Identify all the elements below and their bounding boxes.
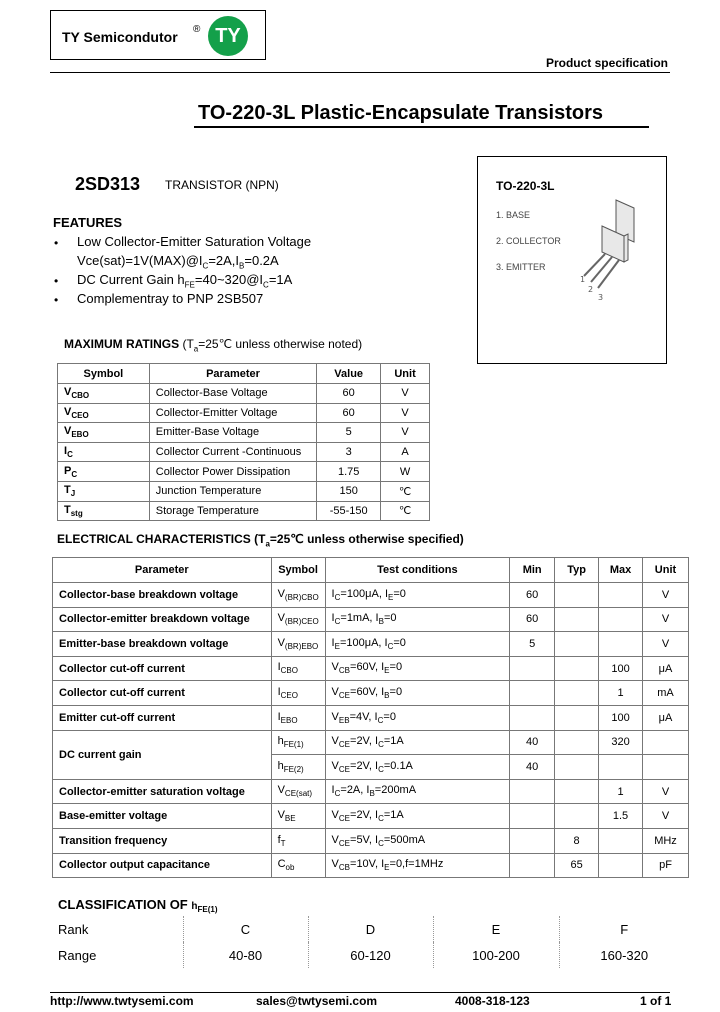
- condition-cell: $V_{CB}=10V$, $I_E=0,f=1MHz$: [325, 853, 510, 878]
- typ-cell: [555, 755, 599, 780]
- bullet-icon: •: [54, 236, 59, 250]
- typ-cell: [555, 681, 599, 706]
- svg-text:1: 1: [580, 275, 586, 284]
- package-title: TO-220-3L: [496, 179, 555, 193]
- max-ratings-table: [57, 363, 430, 521]
- condition-cell: $V_{EB}=4V$, $I_C=0$: [325, 705, 510, 730]
- min-cell: [510, 779, 555, 804]
- condition-cell: $I_E=100\mu A$, $I_C=0$: [325, 632, 510, 657]
- rank-cell: E: [433, 916, 559, 942]
- parameter-cell: Collector cut-off current: [53, 681, 272, 706]
- symbol-cell: $P_C$: [58, 462, 150, 482]
- symbol-cell: $V_{EBO}$: [58, 423, 150, 443]
- typ-cell: [555, 804, 599, 829]
- symbol-cell: $T_J$: [58, 481, 150, 501]
- symbol-cell: $C_{ob}$: [271, 853, 325, 878]
- unit-cell: V: [643, 779, 689, 804]
- parameter-cell: Collector-base breakdown voltage: [53, 583, 272, 608]
- parameter-cell: Junction Temperature: [149, 481, 317, 501]
- unit-cell: V: [643, 607, 689, 632]
- table-row: [53, 779, 689, 804]
- range-cell: 100-200: [433, 942, 559, 968]
- ty-logo-icon: TY: [208, 16, 248, 56]
- feature-item: $Vce(sat)=1V(MAX)@I_C=2A,I_B=0.2A$: [77, 253, 279, 271]
- range-cell: 60-120: [308, 942, 433, 968]
- col-header: Test conditions: [325, 558, 510, 583]
- max-cell: [599, 755, 643, 780]
- unit-cell: ℃: [381, 481, 430, 501]
- parameter-cell: Storage Temperature: [149, 501, 317, 521]
- col-header: Unit: [381, 364, 430, 384]
- table-row: [52, 916, 689, 942]
- parameter-cell: Collector output capacitance: [53, 853, 272, 878]
- parameter-cell: Emitter-Base Voltage: [149, 423, 317, 443]
- parameter-cell: Emitter-base breakdown voltage: [53, 632, 272, 657]
- rank-cell: D: [308, 916, 433, 942]
- parameter-cell: DC current gain: [53, 730, 272, 779]
- company-name: TY Semicondutor: [62, 29, 178, 45]
- max-ratings-condition: ($T_a=25℃$ unless otherwise noted): [182, 337, 363, 354]
- max-cell: 1: [599, 681, 643, 706]
- parameter-cell: Collector Current -Continuous: [149, 442, 317, 462]
- unit-cell: [643, 730, 689, 755]
- parameter-cell: Collector-Emitter Voltage: [149, 403, 317, 423]
- unit-cell: μA: [643, 705, 689, 730]
- bullet-icon: •: [54, 274, 59, 288]
- unit-cell: pF: [643, 853, 689, 878]
- table-row: [58, 501, 430, 521]
- max-cell: 100: [599, 656, 643, 681]
- symbol-cell: $V_{CE(sat)}$: [271, 779, 325, 804]
- table-row: [53, 853, 689, 878]
- feature-item: Low Collector-Emitter Saturation Voltage: [77, 234, 312, 249]
- min-cell: 5: [510, 632, 555, 657]
- rank-cell: F: [559, 916, 689, 942]
- unit-cell: V: [643, 583, 689, 608]
- condition-cell: $V_{CE}=60V$, $I_B=0$: [325, 681, 510, 706]
- min-cell: 60: [510, 583, 555, 608]
- typ-cell: 65: [555, 853, 599, 878]
- to220-package-drawing: [572, 196, 642, 306]
- min-cell: [510, 656, 555, 681]
- parameter-cell: Collector-emitter breakdown voltage: [53, 607, 272, 632]
- table-row: [58, 423, 430, 443]
- condition-cell: $V_{CE}=2V$, $I_C=0.1A$: [325, 755, 510, 780]
- symbol-cell: $I_{CBO}$: [271, 656, 325, 681]
- table-row: [53, 705, 689, 730]
- value-cell: 60: [317, 384, 381, 404]
- value-cell: 60: [317, 403, 381, 423]
- parameter-cell: Emitter cut-off current: [53, 705, 272, 730]
- col-header: Parameter: [53, 558, 272, 583]
- unit-cell: V: [381, 403, 430, 423]
- min-cell: [510, 681, 555, 706]
- pin-2-label: 2. COLLECTOR: [496, 236, 561, 246]
- max-ratings-title: MAXIMUM RATINGS: [64, 337, 180, 351]
- condition-cell: $I_C=2A$, $I_B=200mA$: [325, 779, 510, 804]
- min-cell: [510, 804, 555, 829]
- table-row: [53, 583, 689, 608]
- col-header: Symbol: [271, 558, 325, 583]
- pin-1-label: 1. BASE: [496, 210, 531, 220]
- max-cell: [599, 607, 643, 632]
- svg-text:3: 3: [598, 293, 604, 302]
- max-cell: [599, 853, 643, 878]
- table-row: [53, 730, 689, 755]
- part-number: 2SD313: [75, 174, 141, 194]
- table-row: [53, 828, 689, 853]
- min-cell: 40: [510, 730, 555, 755]
- typ-cell: [555, 607, 599, 632]
- table-row: [58, 384, 430, 404]
- electrical-table: [52, 557, 689, 878]
- symbol-cell: $V_{(BR)CBO}$: [271, 583, 325, 608]
- title-underline: [194, 126, 649, 128]
- max-ratings-heading: [64, 337, 362, 353]
- min-cell: 40: [510, 755, 555, 780]
- typ-cell: 8: [555, 828, 599, 853]
- unit-cell: mA: [643, 681, 689, 706]
- symbol-cell: $V_{BE}$: [271, 804, 325, 829]
- table-row: [53, 804, 689, 829]
- max-cell: [599, 583, 643, 608]
- pin-3-label: 3. EMITTER: [496, 262, 546, 272]
- table-row: [53, 607, 689, 632]
- col-header: Value: [317, 364, 381, 384]
- col-header: Unit: [643, 558, 689, 583]
- unit-cell: V: [643, 804, 689, 829]
- table-row: [58, 403, 430, 423]
- page-title: TO-220-3L Plastic-Encapsulate Transistors: [198, 102, 603, 124]
- max-cell: [599, 632, 643, 657]
- table-row: [58, 442, 430, 462]
- typ-cell: [555, 705, 599, 730]
- unit-cell: μA: [643, 656, 689, 681]
- unit-cell: A: [381, 442, 430, 462]
- registered-mark: ®: [193, 24, 201, 35]
- bullet-icon: •: [54, 293, 59, 307]
- min-cell: [510, 853, 555, 878]
- col-header: Symbol: [58, 364, 150, 384]
- table-row: [53, 681, 689, 706]
- table-row: [58, 481, 430, 501]
- condition-cell: $V_{CE}=5V$, $I_C=500mA$: [325, 828, 510, 853]
- condition-cell: $V_{CE}=2V$, $I_C=1A$: [325, 730, 510, 755]
- value-cell: 1.75: [317, 462, 381, 482]
- unit-cell: V: [381, 384, 430, 404]
- condition-cell: $I_C=100\mu A$, $I_E=0$: [325, 583, 510, 608]
- range-cell: 160-320: [559, 942, 689, 968]
- symbol-cell: $f_T$: [271, 828, 325, 853]
- unit-cell: MHz: [643, 828, 689, 853]
- table-row: [52, 942, 689, 968]
- value-cell: 5: [317, 423, 381, 443]
- condition-cell: $V_{CB}=60V$, $I_E=0$: [325, 656, 510, 681]
- parameter-cell: Collector cut-off current: [53, 656, 272, 681]
- symbol-cell: $h_{FE(1)}$: [271, 730, 325, 755]
- range-cell: 40-80: [183, 942, 308, 968]
- unit-cell: V: [381, 423, 430, 443]
- parameter-cell: Collector Power Dissipation: [149, 462, 317, 482]
- value-cell: 3: [317, 442, 381, 462]
- parameter-cell: Transition frequency: [53, 828, 272, 853]
- table-row: [53, 632, 689, 657]
- symbol-cell: $T_{stg}$: [58, 501, 150, 521]
- col-header: Typ: [555, 558, 599, 583]
- parameter-cell: Base-emitter voltage: [53, 804, 272, 829]
- symbol-cell: $V_{CBO}$: [58, 384, 150, 404]
- footer-url[interactable]: http://www.twtysemi.com: [50, 994, 194, 1008]
- min-cell: [510, 828, 555, 853]
- unit-cell: V: [643, 632, 689, 657]
- symbol-cell: $V_{(BR)EBO}$: [271, 632, 325, 657]
- value-cell: -55-150: [317, 501, 381, 521]
- svg-text:2: 2: [588, 285, 594, 294]
- symbol-cell: $I_C$: [58, 442, 150, 462]
- typ-cell: [555, 730, 599, 755]
- table-row: [53, 656, 689, 681]
- symbol-cell: $I_{CEO}$: [271, 681, 325, 706]
- typ-cell: [555, 779, 599, 804]
- typ-cell: [555, 632, 599, 657]
- max-cell: [599, 828, 643, 853]
- product-specification-label: Product specification: [545, 56, 668, 70]
- rank-cell: C: [183, 916, 308, 942]
- classification-heading: [58, 897, 218, 914]
- parameter-cell: Collector-Base Voltage: [149, 384, 317, 404]
- symbol-cell: $I_{EBO}$: [271, 705, 325, 730]
- unit-cell: ℃: [381, 501, 430, 521]
- typ-cell: [555, 656, 599, 681]
- feature-item: Complementray to PNP 2SB507: [77, 291, 264, 306]
- typ-cell: [555, 583, 599, 608]
- col-header: Max: [599, 558, 643, 583]
- condition-cell: $V_{CE}=2V$, $I_C=1A$: [325, 804, 510, 829]
- unit-cell: [643, 755, 689, 780]
- max-cell: 1: [599, 779, 643, 804]
- max-cell: 100: [599, 705, 643, 730]
- classification-symbol: $h_{FE(1)}$: [191, 901, 218, 914]
- table-row: [58, 462, 430, 482]
- max-cell: 320: [599, 730, 643, 755]
- footer-phone: 4008-318-123: [455, 994, 530, 1008]
- min-cell: [510, 705, 555, 730]
- condition-cell: $I_C=1mA$, $I_B=0$: [325, 607, 510, 632]
- features-heading: FEATURES: [53, 215, 123, 230]
- col-header: Min: [510, 558, 555, 583]
- symbol-cell: $h_{FE(2)}$: [271, 755, 325, 780]
- min-cell: 60: [510, 607, 555, 632]
- rank-label: Rank: [58, 921, 89, 937]
- footer-email[interactable]: sales@twtysemi.com: [256, 994, 378, 1008]
- range-label: Range: [58, 947, 97, 963]
- footer-rule: [50, 992, 670, 993]
- footer-page: 1 of 1: [640, 994, 672, 1008]
- unit-cell: W: [381, 462, 430, 482]
- classification-table: [52, 916, 689, 968]
- symbol-cell: $V_{CEO}$: [58, 403, 150, 423]
- feature-item: DC Current Gain $h_{FE}=40\sim 320@I_C=1A$: [77, 272, 293, 290]
- symbol-cell: $V_{(BR)CEO}$: [271, 607, 325, 632]
- col-header: Parameter: [149, 364, 317, 384]
- value-cell: 150: [317, 481, 381, 501]
- header-rule: [50, 72, 670, 73]
- electrical-heading: ELECTRICAL CHARACTERISTICS ($T_a=25℃$ unless otherwise specified): [57, 532, 464, 549]
- max-cell: 1.5: [599, 804, 643, 829]
- part-type: TRANSISTOR (NPN): [165, 178, 279, 192]
- classification-title: CLASSIFICATION OF: [58, 897, 188, 912]
- parameter-cell: Collector-emitter saturation voltage: [53, 779, 272, 804]
